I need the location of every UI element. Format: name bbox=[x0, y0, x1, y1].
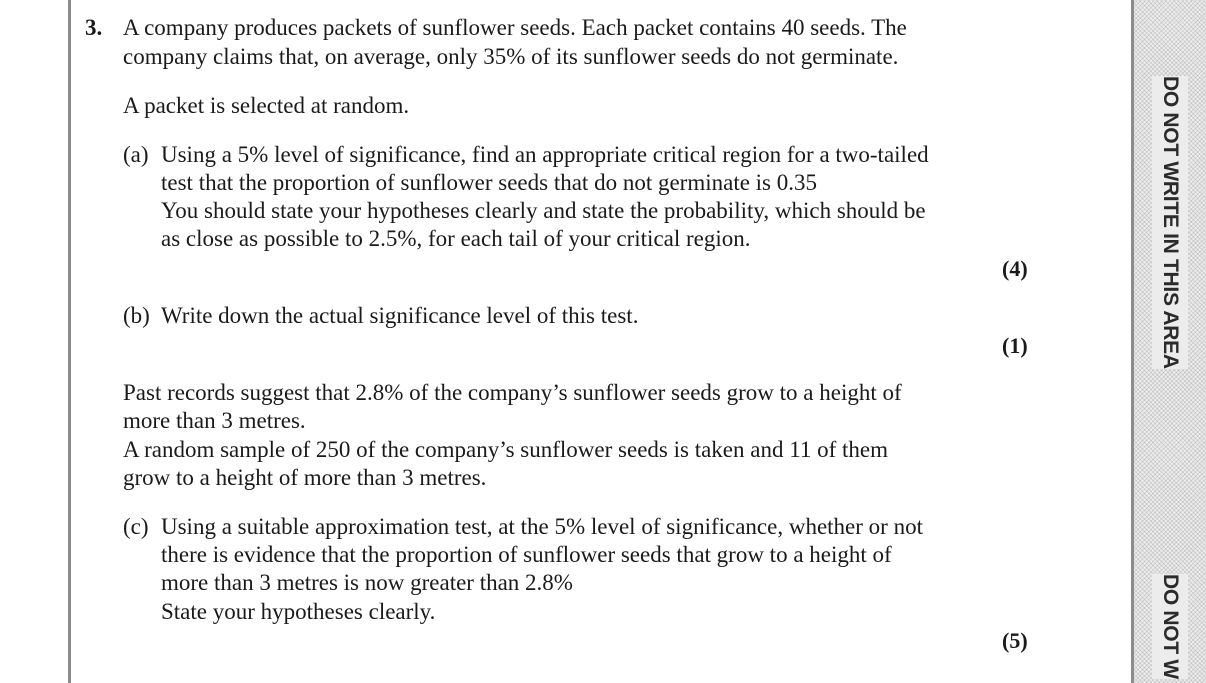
intro-line: A company produces packets of sunflower seeds. Each packet contains 40 seeds. The bbox=[123, 15, 907, 40]
records-line: grow to a height of more than 3 metres. bbox=[123, 465, 487, 490]
part-b-line bbox=[123, 302, 638, 331]
records-line: Past records suggest that 2.8% of the company’s sunflower seeds grow to a height of bbox=[123, 380, 902, 405]
part-c-line: State your hypotheses clearly. bbox=[161, 599, 436, 624]
part-a-line bbox=[123, 141, 929, 170]
part-a-line: You should state your hypotheses clearly and state the probability, which should be bbox=[161, 198, 926, 223]
part-a-label: (a) bbox=[123, 142, 149, 167]
selected-statement: A packet is selected at random. bbox=[123, 93, 410, 118]
part-b-text: Write down the actual significance level of this test. bbox=[161, 303, 639, 328]
part-c-line bbox=[123, 513, 923, 542]
part-c-marks: (5) bbox=[1002, 628, 1028, 653]
part-c-label: (c) bbox=[123, 514, 149, 539]
part-b-marks: (1) bbox=[1002, 333, 1028, 358]
part-a-line: test that the proportion of sunflower seeds that do not germinate is 0.35 bbox=[161, 170, 818, 195]
part-c-line: more than 3 metres is now greater than 2.8% bbox=[161, 570, 573, 595]
part-c-text: Using a suitable approximation test, at the 5% level of significance, whether or not bbox=[161, 514, 923, 539]
margin-warning-text-partial: DO NOT W bbox=[1152, 574, 1188, 679]
part-b-label: (b) bbox=[123, 303, 150, 328]
part-a-text: Using a 5% level of significance, find an appropriate critical region for a two-tailed bbox=[161, 142, 929, 167]
records-line: more than 3 metres. bbox=[123, 408, 306, 433]
intro-line: company claims that, on average, only 35% of its sunflower seeds do not germinate. bbox=[123, 44, 899, 69]
records-line: A random sample of 250 of the company’s sunflower seeds is taken and 11 of them bbox=[123, 437, 889, 462]
part-a-line: as close as possible to 2.5%, for each tail of your critical region. bbox=[161, 226, 751, 251]
part-a-marks: (4) bbox=[1002, 256, 1028, 281]
margin-warning-text: DO NOT WRITE IN THIS AREA bbox=[1152, 76, 1188, 369]
left-border-rule bbox=[68, 0, 71, 683]
part-c-line: there is evidence that the proportion of sunflower seeds that grow to a height of bbox=[161, 542, 892, 567]
question-number: 3. bbox=[85, 15, 103, 40]
